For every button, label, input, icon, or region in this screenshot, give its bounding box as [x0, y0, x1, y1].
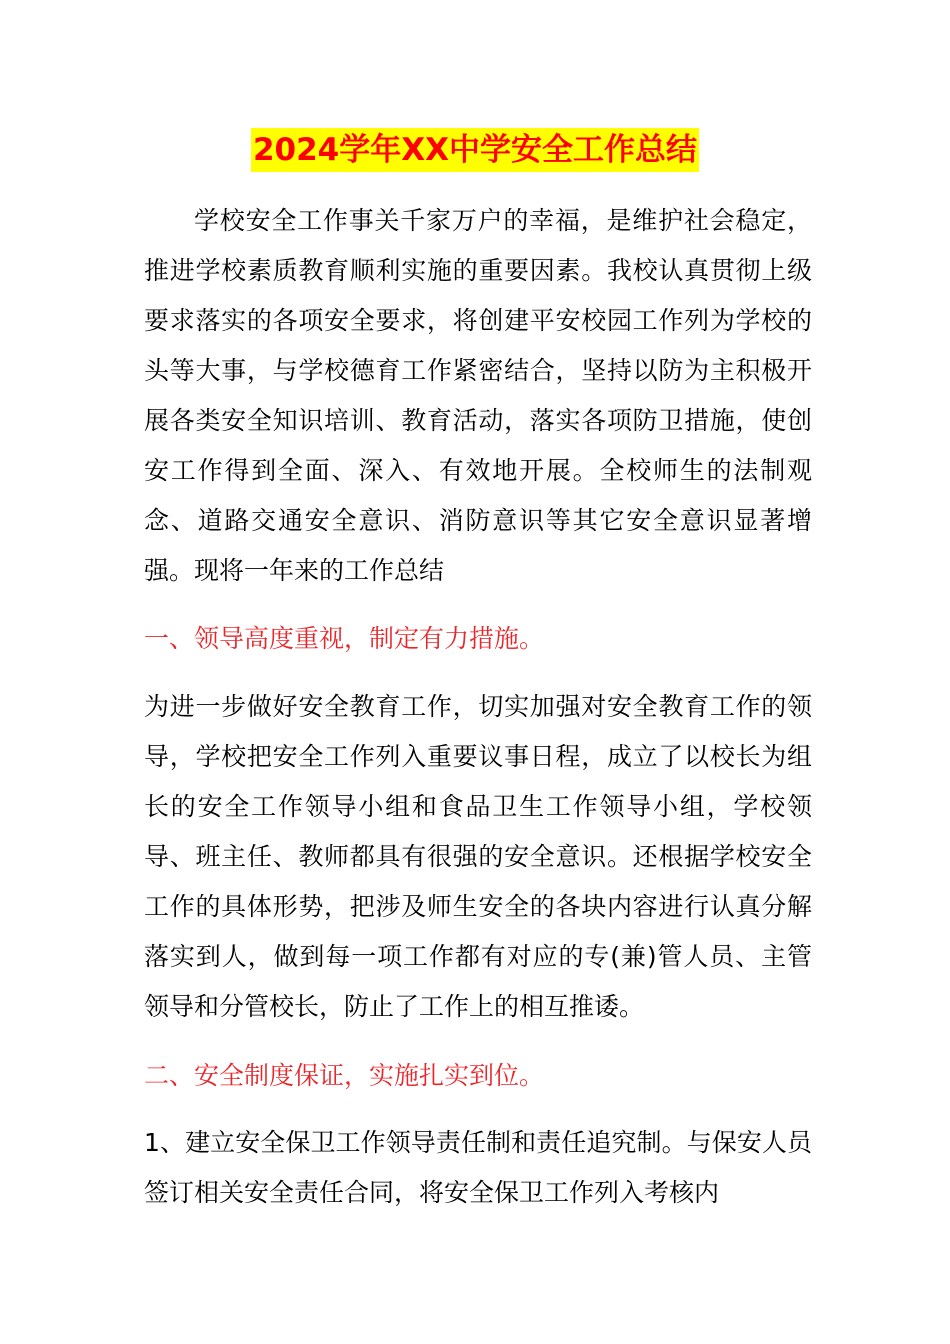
- intro-paragraph: 学校安全工作事关千家万户的幸福，是维护社会稳定，推进学校素质教育顺利实施的重要因素。我校认真贯彻上级要求落实的各项安全要求，将创建平安校园工作列为学校的头等大事，与学校德育工作紧密结合，坚持以防为主积极开展各类安全知识培训、教育活动，落实各项防卫措施，使创安工作得到全面、深入、有效地开展。全校师生的法制观念、道路交通安全意识、消防意识等其它安全意识显著增强。现将一年来的工作总结: [144, 206, 812, 585]
- section-2-paragraph: 1、建立安全保卫工作领导责任制和责任追究制。与保安人员签订相关安全责任合同，将安全保卫工作列入考核内: [144, 1128, 812, 1207]
- document-title: 2024学年XX中学安全工作总结: [251, 128, 699, 172]
- section-2-heading: 二、安全制度保证，实施扎实到位。: [144, 1061, 545, 1090]
- title-container: [0, 128, 950, 172]
- section-1-paragraph: 为进一步做好安全教育工作，切实加强对安全教育工作的领导，学校把安全工作列入重要议事日程，成立了以校长为组长的安全工作领导小组和食品卫生工作领导小组，学校领导、班主任、教师都具有很强的安全意识。还根据学校安全工作的具体形势，把涉及师生安全的各块内容进行认真分解落实到人，做到每一项工作都有对应的专(兼)管人员、主管领导和分管校长，防止了工作上的相互推诿。: [144, 692, 812, 1021]
- section-1-heading: 一、领导高度重视，制定有力措施。: [144, 624, 545, 653]
